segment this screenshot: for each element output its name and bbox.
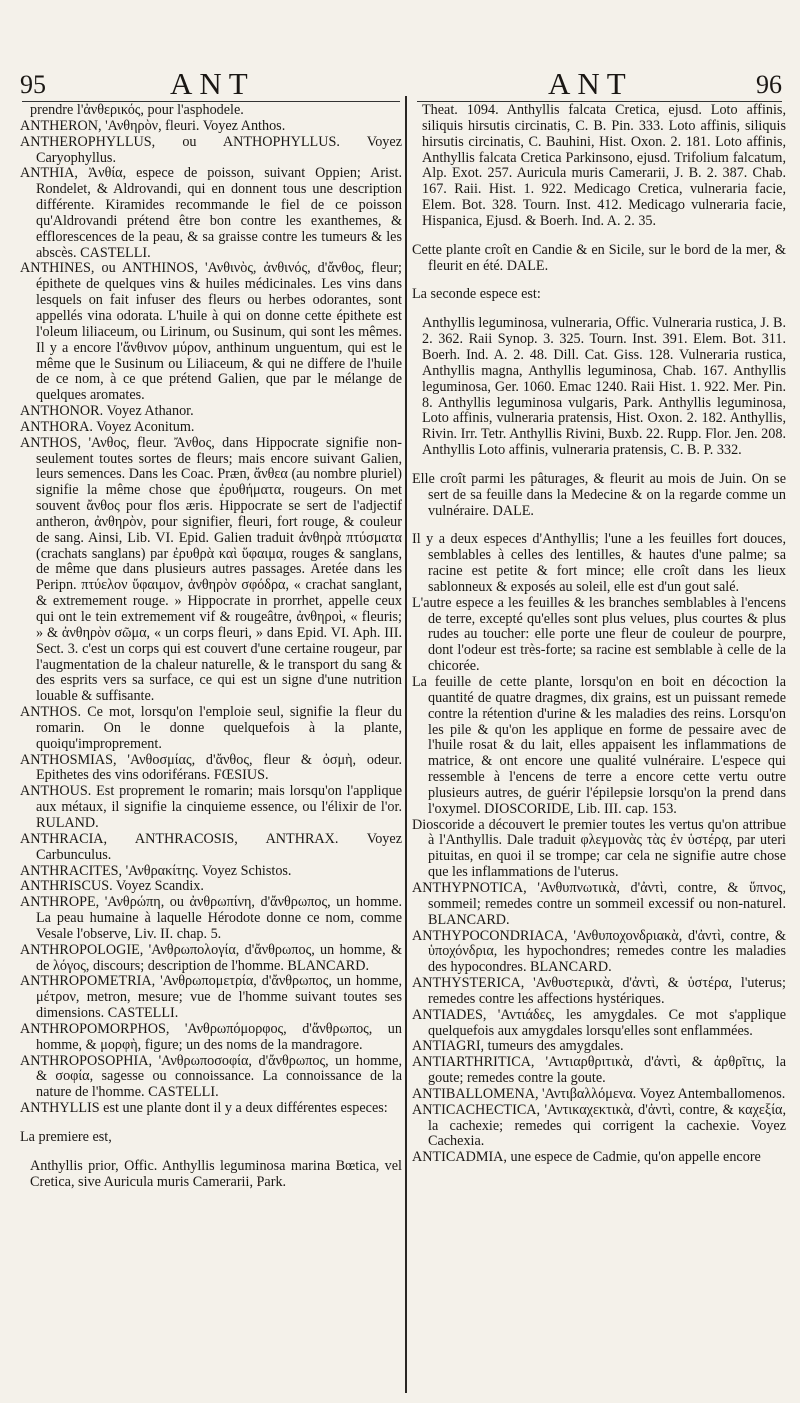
dictionary-entry: Cette plante croît en Candie & en Sicile, sur le bord de la mer, & fleurit en été. DALE. [412, 241, 786, 274]
dictionary-entry: ANTHYLLIS est une plante dont il y a deux différentes especes: [20, 1100, 388, 1117]
dictionary-entry: La seconde espece est: [412, 286, 541, 303]
dictionary-entry: ANTHROPOLOGIE, 'Ανθρωπολογία, d'ἄνθρωπος, un homme, & de λόγος, discours; description de l'homme. BLANCARD. [20, 941, 402, 974]
dictionary-entry: ANTHORA. Voyez Aconitum. [20, 418, 195, 435]
running-head-right: ANT [548, 66, 633, 101]
running-head-left: ANT [170, 66, 255, 101]
dictionary-entry: ANTICADMIA, une espece de Cadmie, qu'on appelle encore [412, 1149, 761, 1166]
dictionary-entry: ANTHIA, Ἀνθία, espece de poisson, suivant Oppien; Arist. Rondelet, & Aldrovandi, qui en donnent tous une description différente. Kiramides recommande le fiel de ce poisson qu'Aldrovandi prétend être bon contre les exanthemes, & efflorescences de la peau, & sa graisse contre les tumeurs & les abscès. CASTELLI. [20, 165, 402, 261]
dictionary-entry: ANTHROPOMORPHOS, 'Ανθρωπόμορφος, d'ἄνθρωπος, un homme, & μορφὴ, figure; un des noms de la mandragore. [20, 1020, 402, 1053]
dictionary-entry: ANTHOS, 'Ανθος, fleur. Ἄνθος, dans Hippocrate signifie non-seulement toutes sortes de fleurs; mais encore suivant Galien, leurs semences. Dans les Coac. Præn, ἄνθεα (au nombre pluriel) signifie la même chose que ἐρυθήματα, rougeurs. On met souvent ἄνθος pour flos æris. Hippocrate se sert de l'adjectif antheron, ἀνθηρὸν, pour signifier, fleuri, fort rouge, & couleur de sang. Ainsi, Lib. VI. Epid. Galien traduit ἀνθηρὰ πτύσματα (crachats sanglans) par ἐρυθρὰ καὶ ὕφαιμα, rouges & sanglans, de même que dans plusieurs autres passages. Aretée dans les Peripn. πτύελον ὕφαιμον, ἀνθηρὸν σφόδρα, « crachat sanglant, & extremement rouge. » Hippocrate in prorrhet, appelle ceux qui ont le tein extremement vif & rougeâtre, ἀνθηροὶ, « fleuris; » & ἀνθηρὸν σῶμα, « un corps fleuri, » dans Epid. VI. Aph. III. Sect. 3. c'est un corps qui est couvert d'une certaine rougeur, par l'augmentation de la chaleur naturelle, & le transport du sang & des esprits vers sa surface, ce qui est un signe d'une nutrition louable & suffisante. [20, 434, 402, 705]
dictionary-entry: ANTIBALLOMENA, 'Αντιβαλλόμενα. Voyez Antemballomenos. [412, 1085, 786, 1102]
dictionary-entry: prendre l'ἀνθερικός, pour l'asphodele. [30, 103, 244, 118]
header-rule-right [417, 101, 782, 102]
left-column [20, 103, 402, 1389]
dictionary-entry: ANTIARTHRITICA, 'Αντιαρθριτικὰ, d'ἀντὶ, & ἀρθρῖτις, la goute; remedes contre la goute. [412, 1054, 786, 1087]
column-divider [405, 96, 407, 1393]
page-number-right: 96 [756, 70, 782, 99]
dictionary-entry: ANTHERON, 'Ανθηρὸν, fleuri. Voyez Anthos. [20, 117, 286, 134]
page-number-left: 95 [20, 70, 46, 99]
dictionary-entry: La premiere est, [20, 1129, 112, 1145]
dictionary-entry: L'autre espece a les feuilles & les branches semblables à l'encens de terre, excepté qu'elles sont plus velues, plus courtes & plus rudes au toucher: elle porte une fleur de couleur de pourpre, dont l'odeur est très-forte; sa racine est semblable à celle de la chicorée. [412, 594, 786, 675]
dictionary-entry: ANTHRISCUS. Voyez Scandix. [20, 878, 204, 895]
dictionary-entry: ANTHOS. Ce mot, lorsqu'on l'emploie seul, signifie la fleur du romarin. On le donne quelquefois à la plante, quoiqu'improprement. [20, 704, 402, 752]
dictionary-entry: Theat. 1094. Anthyllis falcata Cretica, ejusd. Loto affinis, siliquis hirsutis circinatis, C. B. Pin. 333. Loto affinis, siliquis hirsutis circinatis, C. Bauhini, Hist. Oxon. 2. 181. Loto affinis, Anthyllis falcata Cretica Parkinsono, ejusd. Trifolium falcatum, Alp. Exot. 257. Auricula muris Camerarii, J. B. 2. 387. Chab. 167. Raii. Hist. 1. 922. Medicago Cretica, vulneraria facie, Elem. Bot. 328. Tourn. Inst. 412. Medicago vulneraria facie, Hispanica, Ejusd. & Boerh. Ind. A. 2. 35. [422, 103, 786, 229]
right-column [412, 103, 786, 1389]
dictionary-entry: ANTHRACIA, ANTHRACOSIS, ANTHRAX. Voyez Carbunculus. [20, 830, 402, 863]
dictionary-entry: Anthyllis prior, Offic. Anthyllis leguminosa marina Bœtica, vel Cretica, sive Auricula muris Camerarii, Park. [30, 1157, 402, 1190]
dictionary-entry: ANTHOUS. Est proprement le romarin; mais lorsqu'on l'applique aux métaux, il signifie la cinquieme essence, ou l'élixir de l'or. RULAND. [20, 783, 402, 831]
dictionary-entry: ANTHOSMIAS, 'Ανθοσμίας, d'ἄνθος, fleur & ὀσμὴ, odeur. Epithetes des vins odoriférans. FŒSIUS. [20, 751, 402, 784]
dictionary-entry: Anthyllis leguminosa, vulneraria, Offic. Vulneraria rustica, J. B. 2. 362. Raii Synop. 3. 325. Tourn. Inst. 391. Elem. Bot. 311. Boerh. Ind. A. 2. 48. Dill. Cat. Giss. 128. Vulneraria rustica, Anthyllis magna, Anthyllis leguminosa, Chab. 167. Anthyllis leguminosa, Ger. 1060. Emac 1240. Raii Hist. 1. 922. Mer. Pin. 8. Anthyllis leguminosa vulgaris, Park. Anthyllis leguminosa, Loto affinis, vulneraria pratensis, Hist. Oxon. 2. 182. Anthyllis, Rivin. Irr. Tetr. Anthyllis Rivini, Buxb. 22. Rupp. Flor. Jen. 208. Anthyllis Loto affinis, vulneraria pratensis, C. B. P. 332. [422, 315, 786, 459]
dictionary-entry: ANTHROPOSOPHIA, 'Ανθρωποσοφία, d'ἄνθρωπος, un homme, & σοφία, sagesse ou connoissance. La connoissance de la nature de l'homme. CASTELLI. [20, 1052, 402, 1101]
dictionary-entry: ANTICACHECTICA, 'Αντικαχεκτικὰ, d'ἀντὶ, contre, & καχεξία, la cachexie; remedes qui corrigent la cachexie. Voyez Cachexia. [412, 1101, 786, 1150]
dictionary-entry: ANTHYPNOTICA, 'Ανθυπνωτικὰ, d'ἀντὶ, contre, & ὕπνος, sommeil; remedes contre un sommeil excessif ou non-naturel. BLANCARD. [412, 879, 786, 928]
dictionary-entry: ANTHEROPHYLLUS, ou ANTHOPHYLLUS. Voyez Caryophyllus. [20, 133, 402, 166]
header-rule-left [22, 101, 400, 102]
dictionary-entry: ANTHINES, ou ANTHINOS, 'Ανθινὸς, ἀνθινός, d'ἄνθος, fleur; épithete de quelques vins & huiles médicinales. Les vins dans lesquels on fait infuser des fleurs ou herbes odorantes, sont appellés vina odorata. L'huile à qui on donne cette épithete est l'oleum liliaceum, ou Lirinum, ou Susinum, qui sont les mêmes. Il y a encore l'ἄνθινον μύρον, anthinum unguentum, qui est le même que le Susinum ou Liliaceum, & qui ne differe de l'huile de ce nom, à ce que prétend Galien, que par le mélange de quelques aromates. [20, 260, 402, 404]
dictionary-entry: ANTHYPOCONDRIACA, 'Ανθυποχονδριακὰ, d'ἀντὶ, contre, & ὑποχόνδρια, les hypochondres; remedes contre les maladies des hypocondres. BLANCARD. [412, 927, 786, 976]
dictionary-entry: ANTIAGRI, tumeurs des amygdales. [412, 1038, 624, 1055]
dictionary-entry: ANTHROPE, 'Ανθρώπη, ou ἀνθρωπίνη, d'ἄνθρωπος, un homme. La peau humaine à laquelle Hérodote donne ce nom, comme Vesale l'observe, Liv. II. chap. 5. [20, 894, 402, 942]
dictionary-entry: Il y a deux especes d'Anthyllis; l'une a les feuilles fort douces, semblables à celles des lentilles, & hautes d'une palme; sa racine est petite & fort mince; elle croît dans les lieux sablonneux & exposés au soleil, elle est d'un gout salé. [412, 531, 786, 595]
dictionary-entry: Elle croît parmi les pâturages, & fleurit au mois de Juin. On se sert de sa feuille dans la Medecine & on la regarde comme un vulnéraire. DALE. [412, 470, 786, 519]
dictionary-entry: ANTIADES, 'Αντιάδες, les amygdales. Ce mot s'applique quelquefois aux amygdales lorsqu'elles sont enflammées. [412, 1006, 786, 1039]
dictionary-entry: ANTHRACITES, 'Ανθρακίτης. Voyez Schistos. [20, 862, 292, 879]
dictionary-entry: Dioscoride a découvert le premier toutes les vertus qu'on attribue à l'Anthyllis. Dale traduit φλεγμονὰς τὰς ἐν ὑστέρᾳ, par uteri pituitas, en quoi il se trompe; car cela ne signifie autre chose que les inflammations de l'uterus. [412, 816, 786, 881]
dictionary-entry: ANTHONOR. Voyez Athanor. [20, 403, 194, 420]
dictionary-entry: ANTHYSTERICA, 'Ανθυστερικὰ, d'ἀντὶ, & ὑστέρα, l'uterus; remedes contre les affections hystériques. [412, 975, 786, 1007]
dictionary-entry: ANTHROPOMETRIA, 'Ανθρωπομετρία, d'ἄνθρωπος, un homme, μέτρον, metron, mesure; vue de l'homme suivant toutes ses dimensions. CASTELLI. [20, 973, 402, 1022]
dictionary-entry: La feuille de cette plante, lorsqu'on en boit en décoction la quantité de quatre dragmes, dix grains, est un puissant remede contre la rétention d'urine & les maladies des reins. Lorsqu'on les pile & qu'on les applique en forme de pessaire avec de l'huile rosat & du lait, elles appaisent les inflammations de matrice, & ont encore une qualité vulnéraire. L'espece qui ressemble à l'encens de terre a encore cette vertu outre plusieurs autres, de guérir l'épilepsie lorsqu'on la prend dans l'oxymel. DIOSCORIDE, Lib. III. cap. 153. [412, 674, 786, 817]
